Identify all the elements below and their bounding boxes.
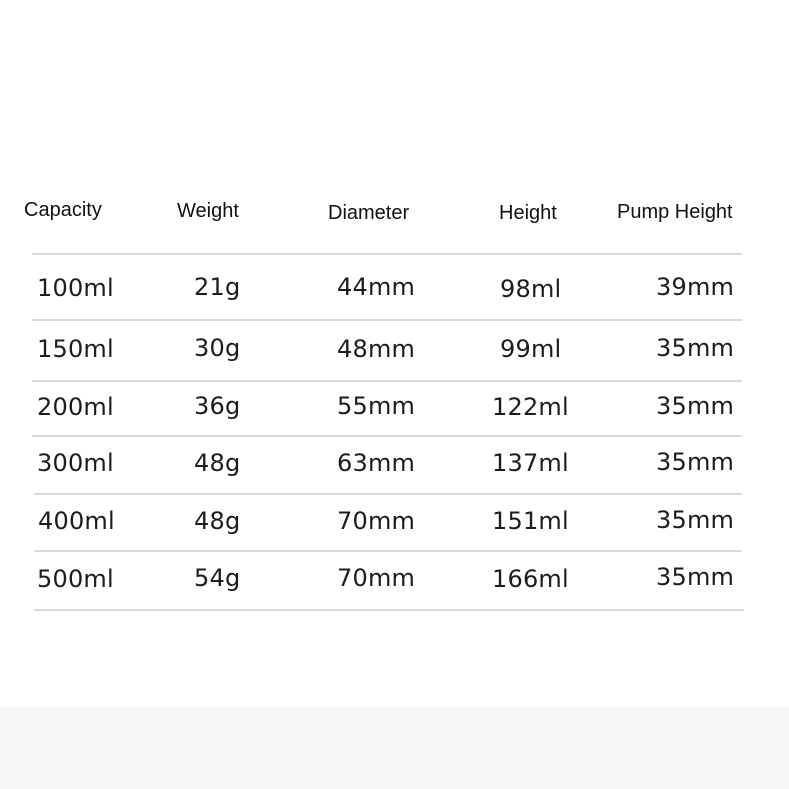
table-bottom-border bbox=[34, 609, 744, 611]
row-divider bbox=[34, 493, 742, 495]
cell-capacity: 400ml bbox=[38, 507, 115, 535]
cell-pump-height: 35mm bbox=[656, 334, 735, 362]
column-header-capacity: Capacity bbox=[24, 199, 102, 221]
row-divider bbox=[34, 550, 742, 552]
row-divider bbox=[32, 435, 742, 437]
cell-pump-height: 35mm bbox=[656, 448, 735, 476]
cell-weight: 30g bbox=[194, 334, 241, 362]
cell-diameter: 48mm bbox=[337, 335, 416, 363]
column-header-height: Height bbox=[499, 202, 557, 224]
cell-diameter: 70mm bbox=[337, 564, 416, 592]
row-divider bbox=[32, 319, 742, 321]
row-divider bbox=[32, 380, 742, 382]
cell-capacity: 200ml bbox=[37, 393, 114, 421]
cell-height: 137ml bbox=[492, 449, 569, 477]
column-header-weight: Weight bbox=[177, 200, 239, 222]
cell-weight: 48g bbox=[194, 449, 241, 477]
cell-capacity: 150ml bbox=[37, 335, 114, 363]
cell-weight: 48g bbox=[194, 507, 241, 535]
cell-height: 98ml bbox=[500, 275, 562, 303]
cell-height: 122ml bbox=[492, 393, 569, 421]
cell-weight: 36g bbox=[194, 392, 241, 420]
cell-diameter: 63mm bbox=[337, 449, 416, 477]
cell-diameter: 70mm bbox=[337, 507, 416, 535]
cell-pump-height: 35mm bbox=[656, 392, 735, 420]
cell-height: 99ml bbox=[500, 335, 562, 363]
cell-pump-height: 39mm bbox=[656, 273, 735, 301]
column-header-pump-height: Pump Height bbox=[617, 201, 733, 223]
column-header-diameter: Diameter bbox=[328, 202, 410, 224]
cell-pump-height: 35mm bbox=[656, 506, 735, 534]
cell-height: 151ml bbox=[492, 507, 569, 535]
footer-band bbox=[0, 707, 789, 789]
header-divider bbox=[32, 253, 742, 255]
cell-weight: 21g bbox=[194, 273, 241, 301]
cell-pump-height: 35mm bbox=[656, 563, 735, 591]
cell-diameter: 55mm bbox=[337, 392, 416, 420]
cell-weight: 54g bbox=[194, 564, 241, 592]
cell-capacity: 300ml bbox=[37, 449, 114, 477]
cell-height: 166ml bbox=[492, 565, 569, 593]
cell-capacity: 500ml bbox=[37, 565, 114, 593]
cell-capacity: 100ml bbox=[37, 274, 114, 302]
cell-diameter: 44mm bbox=[337, 273, 416, 301]
